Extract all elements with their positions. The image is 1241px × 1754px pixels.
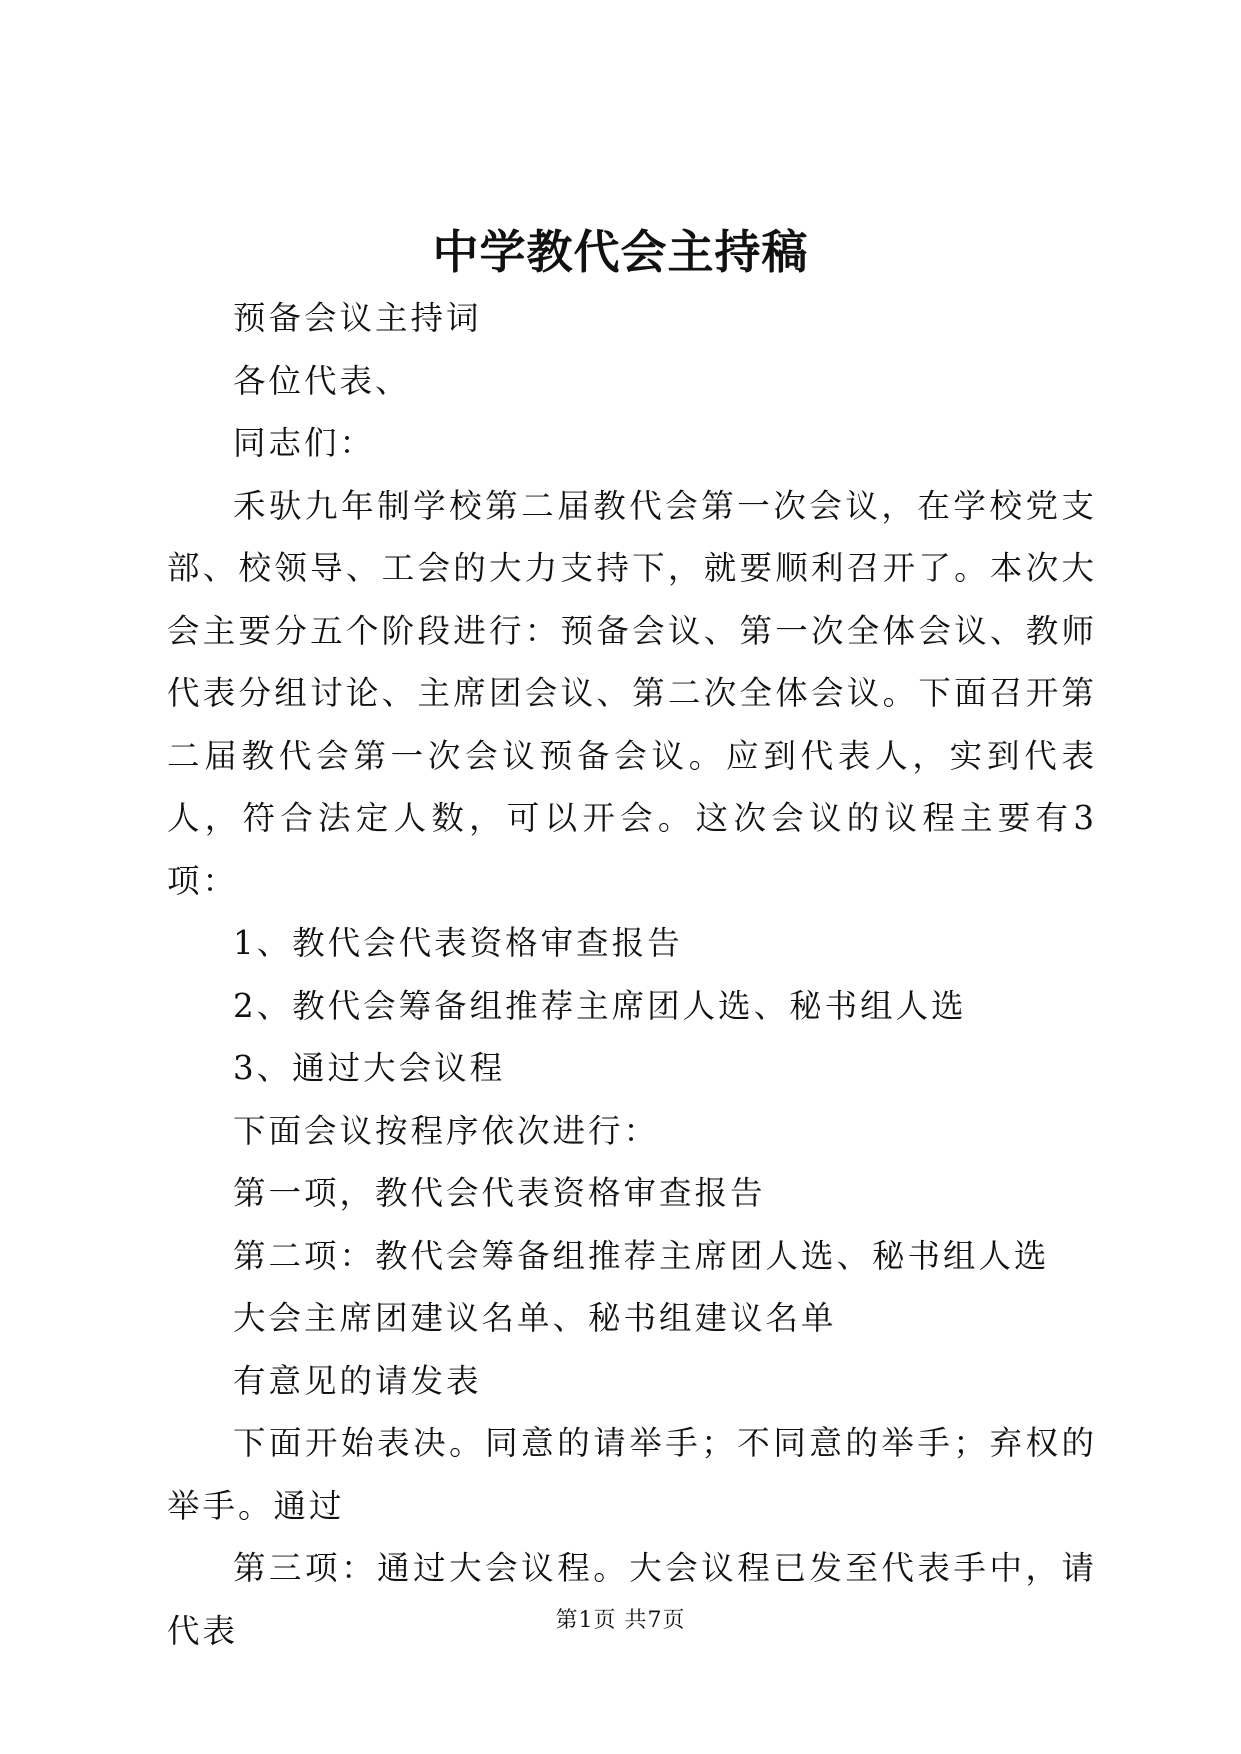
agenda-item-2: 2、教代会筹备组推荐主席团人选、秘书组人选 — [233, 986, 967, 1025]
paragraph-item-one: 第一项，教代会代表资格审查报告 — [233, 1174, 766, 1212]
agenda-item-3: 3、通过大会议程 — [233, 1049, 506, 1087]
paragraph-lists: 大会主席团建议名单、秘书组建议名单 — [233, 1299, 837, 1337]
paragraph-heading: 预备会议主持词 — [233, 299, 482, 337]
paragraph-intro: 禾驮九年制学校第二届教代会第一次会议，在学校党支部、校领导、工会的大力支持下，就要顺利召开了。本次大会主要分五个阶段进行：预备会议、第一次全体会议、教师代表分组讨论、主席团会议、第二次全体会议。下面召开第二届教代会第一次会议预备会议。应到代表人，实到代表人，符合法定人数，可以开会。这次会议的议程主要有3项： — [167, 486, 1097, 900]
paragraph-item-three: 第三项：通过大会议程。大会议程已发至代表手中，请代表 — [167, 1549, 1097, 1650]
paragraph-item-two: 第二项：教代会筹备组推荐主席团人选、秘书组人选 — [233, 1236, 1050, 1275]
document-body — [167, 287, 1097, 1662]
document-title: 中学教代会主持稿 — [432, 225, 809, 279]
page-footer: 第1页 共7页 — [555, 1608, 686, 1633]
paragraph-opinions: 有意见的请发表 — [233, 1361, 482, 1400]
paragraph-vote: 下面开始表决。同意的请举手；不同意的举手；弃权的举手。通过 — [167, 1424, 1097, 1525]
paragraph-salutation-2: 同志们： — [233, 424, 376, 462]
paragraph-salutation-1: 各位代表、 — [233, 361, 411, 400]
agenda-item-1: 1、教代会代表资格审查报告 — [233, 924, 683, 962]
paragraph-proceed: 下面会议按程序依次进行： — [233, 1111, 660, 1150]
